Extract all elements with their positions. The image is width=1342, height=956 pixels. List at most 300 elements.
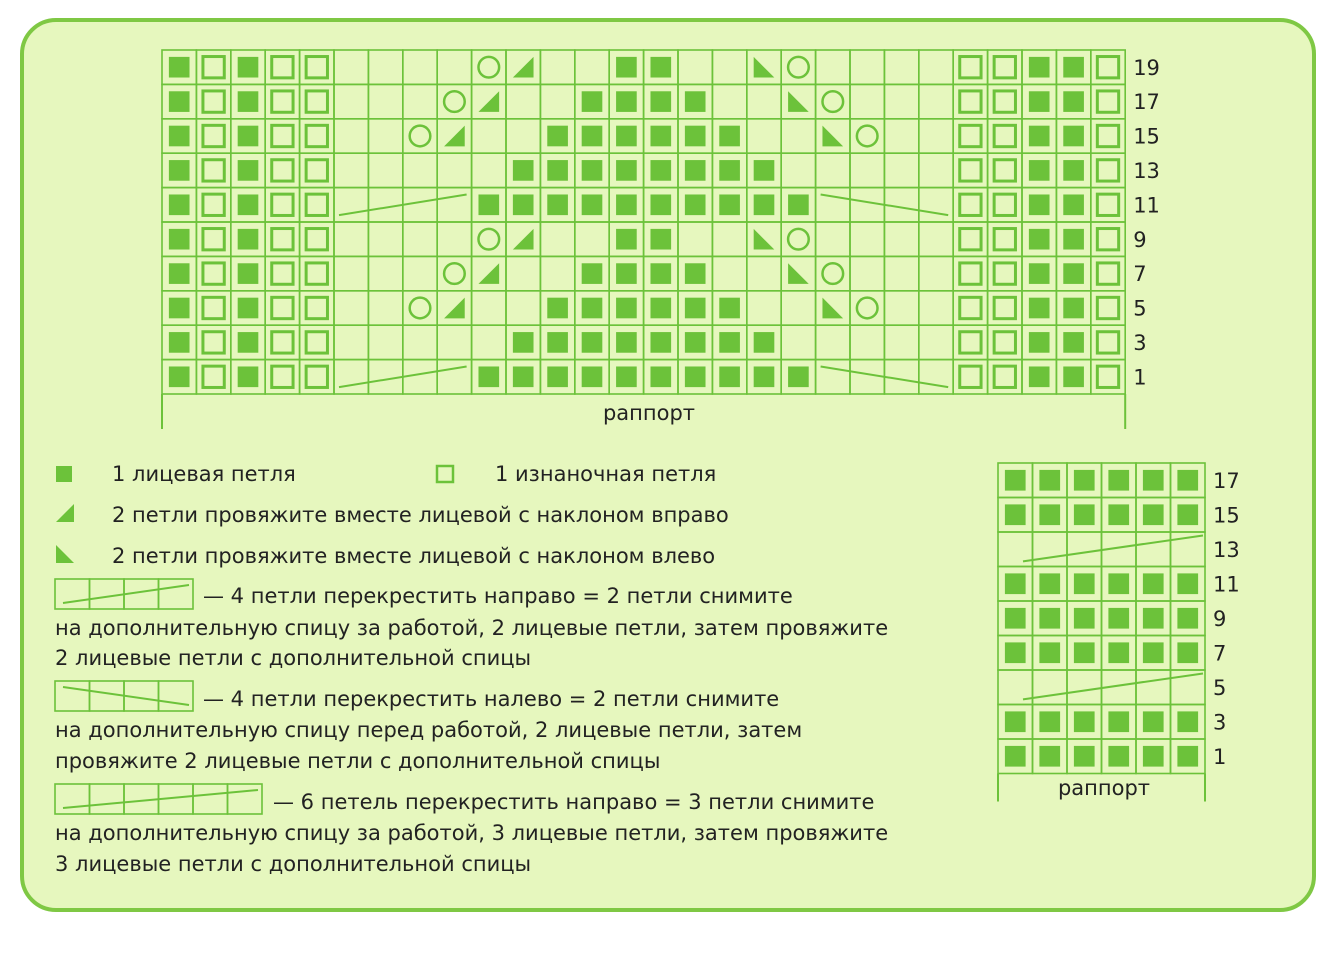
knit-stitch bbox=[547, 160, 568, 181]
purl-stitch bbox=[306, 332, 327, 353]
grid-cell bbox=[540, 50, 574, 84]
legend-knit-text: 1 лицевая петля bbox=[112, 462, 296, 486]
small-chart-grid bbox=[998, 463, 1240, 802]
row-number: 5 bbox=[1133, 296, 1147, 321]
knit-stitch bbox=[169, 91, 190, 112]
knit-stitch bbox=[1063, 194, 1084, 215]
grid-cell bbox=[816, 84, 850, 118]
grid-cell bbox=[884, 222, 918, 256]
purl-stitch bbox=[306, 263, 327, 284]
knit-stitch bbox=[1063, 126, 1084, 147]
purl-stitch bbox=[272, 297, 293, 318]
purl-stitch bbox=[272, 229, 293, 250]
knit-stitch bbox=[1074, 746, 1095, 767]
purl-stitch bbox=[306, 91, 327, 112]
knit-stitch bbox=[616, 57, 637, 78]
grid-cell bbox=[816, 360, 850, 394]
purl-stitch bbox=[272, 160, 293, 181]
grid-cell bbox=[575, 222, 609, 256]
k2tog-left bbox=[788, 91, 809, 112]
k2tog-left bbox=[754, 57, 775, 78]
grid-cell bbox=[884, 291, 918, 325]
knit-stitch bbox=[238, 194, 259, 215]
knit-stitch bbox=[1074, 504, 1095, 525]
grid-cell bbox=[334, 256, 368, 290]
knit-stitch bbox=[582, 332, 603, 353]
k2tog-right bbox=[444, 126, 465, 147]
grid-cell bbox=[437, 84, 471, 118]
purl-stitch bbox=[306, 57, 327, 78]
knit-stitch bbox=[1039, 470, 1060, 491]
cross6-right-icon-cell bbox=[228, 784, 263, 814]
knit-stitch bbox=[582, 91, 603, 112]
knit-stitch bbox=[754, 194, 775, 215]
knit-stitch bbox=[1005, 711, 1026, 732]
grid-cell bbox=[472, 291, 506, 325]
knit-stitch bbox=[169, 229, 190, 250]
grid-cell bbox=[472, 256, 506, 290]
knit-stitch bbox=[1029, 126, 1050, 147]
knit-stitch bbox=[685, 298, 706, 319]
grid-cell bbox=[747, 222, 781, 256]
knit-stitch bbox=[616, 160, 637, 181]
grid-cell bbox=[1136, 532, 1171, 567]
cross6-right-icon-cell bbox=[55, 784, 90, 814]
knit-stitch bbox=[1108, 470, 1129, 491]
knit-stitch bbox=[685, 332, 706, 353]
grid-cell bbox=[781, 222, 815, 256]
knit-stitch bbox=[169, 57, 190, 78]
knit-stitch bbox=[1005, 573, 1026, 594]
grid-cell bbox=[712, 256, 746, 290]
knit-stitch bbox=[650, 57, 671, 78]
legend-cross4-right-line2: на дополнительную спицу за работой, 2 лицевые петли, затем провяжите bbox=[55, 616, 889, 640]
grid-cell bbox=[850, 325, 884, 359]
grid-cell bbox=[747, 119, 781, 153]
row-number: 13 bbox=[1213, 537, 1240, 562]
knit-stitch bbox=[1063, 91, 1084, 112]
knit-stitch bbox=[719, 332, 740, 353]
grid-cell bbox=[747, 291, 781, 325]
knit-stitch bbox=[1063, 229, 1084, 250]
cross4-left-icon-cell bbox=[159, 681, 194, 711]
grid-cell bbox=[781, 119, 815, 153]
knit-stitch bbox=[1063, 366, 1084, 387]
k2tog-left bbox=[754, 229, 775, 250]
knit-stitch bbox=[1143, 470, 1164, 491]
knit-stitch bbox=[1074, 642, 1095, 663]
grid-cell bbox=[1033, 532, 1068, 567]
knit-stitch bbox=[1029, 298, 1050, 319]
grid-cell bbox=[368, 291, 402, 325]
purl-stitch bbox=[994, 194, 1015, 215]
knit-stitch bbox=[616, 194, 637, 215]
legend-cross4-left-line2: на дополнительную спицу перед работой, 2 лицевые петли, затем bbox=[55, 718, 803, 742]
knit-stitch bbox=[582, 366, 603, 387]
grid-cell bbox=[781, 256, 815, 290]
knit-stitch bbox=[1143, 608, 1164, 629]
legend-cross6-right-line1: — 6 петель перекрестить направо = 3 петли снимите bbox=[273, 790, 875, 814]
knit-stitch bbox=[719, 194, 740, 215]
purl-stitch bbox=[1097, 366, 1118, 387]
knit-stitch bbox=[169, 332, 190, 353]
knit-stitch bbox=[650, 332, 671, 353]
knit-stitch bbox=[1108, 608, 1129, 629]
grid-cell bbox=[472, 325, 506, 359]
grid-cell bbox=[334, 50, 368, 84]
knit-stitch bbox=[1063, 263, 1084, 284]
grid-cell bbox=[334, 153, 368, 187]
grid-cell bbox=[884, 256, 918, 290]
legend-k2tog-left-text: 2 петли провяжите вместе лицевой с наклоном влево bbox=[112, 544, 716, 568]
purl-stitch bbox=[1097, 57, 1118, 78]
grid-cell bbox=[472, 84, 506, 118]
grid-cell bbox=[781, 153, 815, 187]
grid-cell bbox=[850, 84, 884, 118]
knit-stitch bbox=[719, 126, 740, 147]
knit-stitch bbox=[513, 332, 534, 353]
purl-stitch bbox=[1097, 229, 1118, 250]
row-number: 9 bbox=[1213, 606, 1227, 631]
purl-stitch bbox=[994, 263, 1015, 284]
purl-stitch bbox=[272, 194, 293, 215]
purl-stitch bbox=[1097, 297, 1118, 318]
purl-stitch bbox=[272, 366, 293, 387]
grid-cell bbox=[747, 256, 781, 290]
grid-cell bbox=[678, 222, 712, 256]
knit-stitch bbox=[685, 91, 706, 112]
knit-stitch bbox=[788, 366, 809, 387]
knit-stitch bbox=[1063, 298, 1084, 319]
purl-stitch bbox=[272, 332, 293, 353]
grid-cell bbox=[368, 153, 402, 187]
knit-stitch bbox=[1005, 746, 1026, 767]
small-rapport-label: раппорт bbox=[1057, 776, 1151, 800]
knit-stitch bbox=[582, 194, 603, 215]
purl-stitch bbox=[994, 57, 1015, 78]
purl-stitch bbox=[1097, 91, 1118, 112]
legend-cross6-right-line2: на дополнительную спицу за работой, 3 лицевые петли, затем провяжите bbox=[55, 821, 889, 845]
k2tog-left bbox=[822, 126, 843, 147]
knit-stitch bbox=[1108, 711, 1129, 732]
yarn-over bbox=[444, 263, 465, 284]
grid-cell bbox=[919, 153, 953, 187]
grid-cell bbox=[850, 153, 884, 187]
grid-cell bbox=[884, 153, 918, 187]
purl-stitch bbox=[203, 91, 224, 112]
grid-cell bbox=[506, 50, 540, 84]
knit-stitch bbox=[1074, 470, 1095, 491]
grid-cell bbox=[678, 50, 712, 84]
knit-stitch bbox=[238, 160, 259, 181]
grid-cell bbox=[334, 291, 368, 325]
row-number: 3 bbox=[1133, 330, 1147, 355]
grid-cell bbox=[403, 119, 437, 153]
grid-cell bbox=[919, 188, 953, 222]
grid-cell bbox=[437, 222, 471, 256]
knit-stitch bbox=[616, 298, 637, 319]
grid-cell bbox=[919, 119, 953, 153]
grid-cell bbox=[919, 50, 953, 84]
grid-cell bbox=[919, 256, 953, 290]
knit-stitch bbox=[478, 194, 499, 215]
knit-stitch bbox=[1005, 642, 1026, 663]
cross4-left-icon-line bbox=[63, 687, 189, 705]
purl-stitch bbox=[306, 366, 327, 387]
knit-stitch bbox=[754, 366, 775, 387]
knit-stitch bbox=[547, 332, 568, 353]
legend-cross4-right-line3: 2 лицевые петли с дополнительной спицы bbox=[55, 646, 532, 670]
grid-cell bbox=[368, 84, 402, 118]
knit-stitch bbox=[238, 366, 259, 387]
knit-stitch bbox=[1039, 711, 1060, 732]
legend-cross6-right-line3: 3 лицевые петли с дополнительной спицы bbox=[55, 852, 532, 876]
knit-stitch bbox=[616, 263, 637, 284]
purl-stitch bbox=[994, 125, 1015, 146]
knit-stitch bbox=[1063, 57, 1084, 78]
knit-stitch bbox=[547, 126, 568, 147]
knit-stitch bbox=[1177, 608, 1198, 629]
purl-stitch bbox=[960, 332, 981, 353]
knit-legend-icon bbox=[56, 466, 72, 482]
yarn-over bbox=[478, 229, 499, 250]
grid-cell bbox=[884, 50, 918, 84]
knit-stitch bbox=[1029, 57, 1050, 78]
knit-stitch bbox=[1177, 642, 1198, 663]
knit-stitch bbox=[616, 126, 637, 147]
knit-stitch bbox=[238, 263, 259, 284]
grid-cell bbox=[403, 153, 437, 187]
knit-stitch bbox=[238, 126, 259, 147]
knit-stitch bbox=[1143, 504, 1164, 525]
knit-stitch bbox=[1108, 504, 1129, 525]
grid-cell bbox=[403, 256, 437, 290]
purl-stitch bbox=[272, 57, 293, 78]
yarn-over bbox=[444, 91, 465, 112]
grid-cell bbox=[712, 222, 746, 256]
purl-stitch bbox=[960, 194, 981, 215]
grid-cell bbox=[884, 119, 918, 153]
purl-stitch bbox=[306, 297, 327, 318]
cross4-right-icon-cell bbox=[159, 579, 194, 609]
row-number: 1 bbox=[1213, 744, 1227, 769]
knit-stitch bbox=[1039, 746, 1060, 767]
knit-stitch bbox=[616, 91, 637, 112]
knit-stitch bbox=[719, 298, 740, 319]
grid-cell bbox=[368, 256, 402, 290]
k2tog-right-legend-icon bbox=[56, 504, 74, 522]
knit-stitch bbox=[513, 194, 534, 215]
grid-cell bbox=[781, 50, 815, 84]
purl-stitch bbox=[960, 366, 981, 387]
purl-stitch bbox=[960, 125, 981, 146]
yarn-over bbox=[410, 298, 431, 319]
knit-stitch bbox=[719, 366, 740, 387]
grid-cell bbox=[816, 325, 850, 359]
k2tog-left-legend-icon bbox=[56, 545, 74, 563]
cross6-right-icon-line bbox=[63, 790, 258, 808]
knit-stitch bbox=[513, 160, 534, 181]
purl-stitch bbox=[203, 160, 224, 181]
purl-stitch bbox=[1097, 332, 1118, 353]
purl-stitch bbox=[306, 160, 327, 181]
row-number: 11 bbox=[1133, 193, 1160, 218]
row-number: 5 bbox=[1213, 675, 1227, 700]
knit-stitch bbox=[1005, 504, 1026, 525]
grid-cell bbox=[781, 291, 815, 325]
knit-stitch bbox=[169, 263, 190, 284]
knit-stitch bbox=[650, 91, 671, 112]
k2tog-right bbox=[478, 91, 499, 112]
grid-cell bbox=[816, 153, 850, 187]
grid-cell bbox=[437, 188, 471, 222]
grid-cell bbox=[747, 84, 781, 118]
knit-stitch bbox=[1029, 229, 1050, 250]
grid-cell bbox=[1067, 670, 1102, 705]
knit-stitch bbox=[547, 298, 568, 319]
grid-cell bbox=[850, 222, 884, 256]
grid-cell bbox=[334, 360, 368, 394]
row-number: 15 bbox=[1133, 124, 1160, 149]
knit-stitch bbox=[1143, 711, 1164, 732]
grid-cell bbox=[781, 84, 815, 118]
grid-cell bbox=[816, 188, 850, 222]
knit-stitch bbox=[650, 194, 671, 215]
grid-cell bbox=[403, 222, 437, 256]
row-number: 9 bbox=[1133, 227, 1147, 252]
grid-cell bbox=[506, 291, 540, 325]
purl-stitch bbox=[203, 194, 224, 215]
grid-cell bbox=[368, 222, 402, 256]
knit-stitch bbox=[169, 126, 190, 147]
purl-stitch bbox=[994, 91, 1015, 112]
cross-6-line bbox=[1023, 535, 1203, 561]
grid-cell bbox=[919, 291, 953, 325]
row-number: 7 bbox=[1133, 262, 1147, 287]
knit-stitch bbox=[650, 366, 671, 387]
main-rapport-label: раппорт bbox=[602, 401, 696, 425]
row-number: 3 bbox=[1213, 710, 1227, 735]
legend-k2tog-right-text: 2 петли провяжите вместе лицевой с наклоном вправо bbox=[112, 503, 729, 527]
knit-stitch bbox=[1039, 642, 1060, 663]
knit-stitch bbox=[1029, 332, 1050, 353]
knit-stitch bbox=[754, 160, 775, 181]
cross6-right-icon-cell bbox=[193, 784, 228, 814]
knit-stitch bbox=[650, 126, 671, 147]
knit-stitch bbox=[582, 160, 603, 181]
purl-stitch bbox=[960, 263, 981, 284]
k2tog-right bbox=[513, 229, 534, 250]
grid-cell bbox=[437, 325, 471, 359]
purl-stitch bbox=[1097, 160, 1118, 181]
knit-stitch bbox=[1108, 746, 1129, 767]
knit-stitch bbox=[1029, 263, 1050, 284]
legend-cross4-left-line1: — 4 петли перекрестить налево = 2 петли снимите bbox=[203, 687, 780, 711]
grid-cell bbox=[437, 50, 471, 84]
grid-cell bbox=[747, 50, 781, 84]
knit-stitch bbox=[1039, 573, 1060, 594]
cross-6-line bbox=[1023, 673, 1203, 699]
grid-cell bbox=[919, 360, 953, 394]
grid-cell bbox=[334, 325, 368, 359]
grid-cell bbox=[368, 325, 402, 359]
grid-cell bbox=[437, 256, 471, 290]
knit-stitch bbox=[582, 263, 603, 284]
grid-cell bbox=[368, 119, 402, 153]
purl-stitch bbox=[272, 263, 293, 284]
purl-stitch bbox=[1097, 125, 1118, 146]
grid-cell bbox=[884, 84, 918, 118]
grid-cell bbox=[540, 222, 574, 256]
knit-stitch bbox=[1063, 160, 1084, 181]
knit-stitch bbox=[169, 298, 190, 319]
main-chart-grid bbox=[162, 50, 1160, 429]
knit-stitch bbox=[582, 126, 603, 147]
knit-stitch bbox=[582, 298, 603, 319]
row-number: 19 bbox=[1133, 55, 1160, 80]
knit-stitch bbox=[685, 160, 706, 181]
grid-cell bbox=[472, 222, 506, 256]
purl-stitch bbox=[960, 297, 981, 318]
cross4-right-icon-cell bbox=[90, 579, 125, 609]
knit-stitch bbox=[1005, 470, 1026, 491]
grid-cell bbox=[1067, 532, 1102, 567]
cross4-left-icon-cell bbox=[90, 681, 125, 711]
grid-cell bbox=[540, 84, 574, 118]
knit-stitch bbox=[1108, 642, 1129, 663]
knit-stitch bbox=[238, 332, 259, 353]
legend-cross4-right-line1: — 4 петли перекрестить направо = 2 петли снимите bbox=[203, 584, 793, 608]
yarn-over bbox=[857, 298, 878, 319]
knit-stitch bbox=[685, 366, 706, 387]
purl-stitch bbox=[960, 160, 981, 181]
cross4-right-icon-cell bbox=[55, 579, 90, 609]
grid-cell bbox=[403, 50, 437, 84]
grid-cell bbox=[437, 360, 471, 394]
grid-cell bbox=[506, 222, 540, 256]
grid-cell bbox=[850, 119, 884, 153]
row-number: 7 bbox=[1213, 641, 1227, 666]
knit-stitch bbox=[650, 160, 671, 181]
knit-stitch bbox=[685, 263, 706, 284]
knit-stitch bbox=[616, 366, 637, 387]
purl-stitch bbox=[994, 160, 1015, 181]
knit-stitch bbox=[169, 194, 190, 215]
knit-stitch bbox=[1029, 91, 1050, 112]
grid-cell bbox=[472, 119, 506, 153]
grid-cell bbox=[781, 325, 815, 359]
grid-cell bbox=[919, 222, 953, 256]
purl-stitch bbox=[203, 263, 224, 284]
row-number: 17 bbox=[1133, 90, 1160, 115]
purl-stitch bbox=[272, 91, 293, 112]
knit-stitch bbox=[238, 298, 259, 319]
grid-cell bbox=[334, 188, 368, 222]
grid-cell bbox=[472, 50, 506, 84]
purl-stitch bbox=[203, 229, 224, 250]
purl-stitch bbox=[306, 194, 327, 215]
yarn-over bbox=[822, 91, 843, 112]
grid-cell bbox=[816, 119, 850, 153]
grid-cell bbox=[1033, 670, 1068, 705]
grid-cell bbox=[437, 153, 471, 187]
purl-legend-icon bbox=[437, 466, 453, 482]
knit-stitch bbox=[1177, 746, 1198, 767]
grid-cell bbox=[540, 256, 574, 290]
knit-stitch bbox=[1177, 504, 1198, 525]
row-number: 13 bbox=[1133, 158, 1160, 183]
cross6-right-icon-cell bbox=[90, 784, 125, 814]
